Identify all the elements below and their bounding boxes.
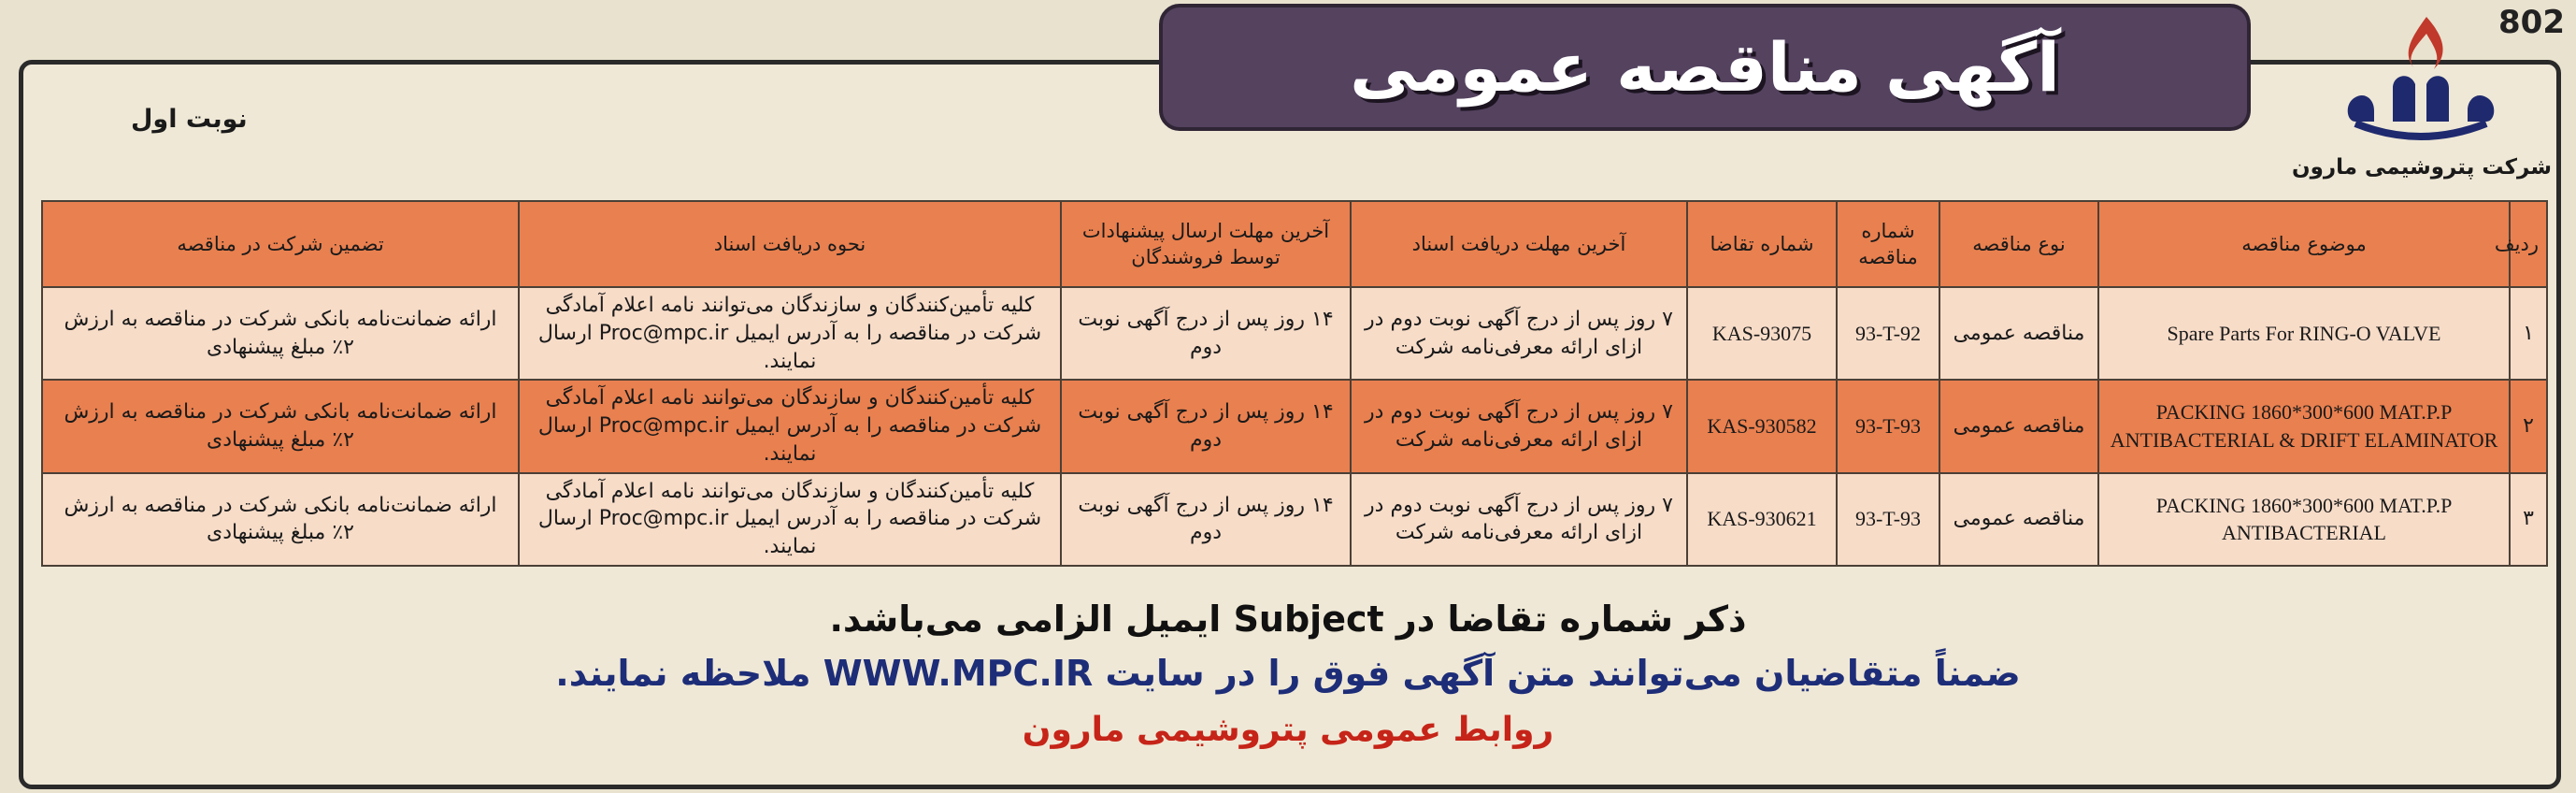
banner-title: آگهی مناقصه عمومی	[1350, 28, 2060, 107]
row-tender-no: 93-T-92	[1837, 287, 1939, 380]
tender-table	[41, 200, 2548, 567]
public-relations-signature: روابط عمومی پتروشیمی مارون	[1022, 711, 1554, 749]
col-header-guarantee: تضمین شرکت در مناقصه	[42, 201, 519, 287]
table-header-row	[42, 201, 2547, 287]
col-header-doc-deadline: آخرین مهلت دریافت اسناد	[1351, 201, 1687, 287]
subject-requirement-note: ذکر شماره تقاضا در Subject ایمیل الزامی می‌باشد.	[829, 598, 1747, 640]
col-header-index: ردیف	[2510, 201, 2547, 287]
col-header-type: نوع مناقصه	[1939, 201, 2098, 287]
row-subject: PACKING 1860*300*600 MAT.P.P ANTIBACTERIAL & DRIFT ELAMINATOR	[2098, 380, 2510, 472]
row-index: ۱	[2510, 287, 2547, 380]
row-guarantee: ارائه ضمانت‌نامه بانکی شرکت در مناقصه به ارزش ۲٪ مبلغ پیشنهادی	[42, 287, 519, 380]
col-header-request-no: شماره تقاضا	[1687, 201, 1837, 287]
col-header-tender-no: شماره مناقصه	[1837, 201, 1939, 287]
row-tender-no: 93-T-93	[1837, 380, 1939, 472]
row-index: ۲	[2510, 380, 2547, 472]
table-row	[42, 473, 2547, 566]
row-doc-method: کلیه تأمین‌کنندگان و سازندگان می‌توانند نامه اعلام آمادگی شرکت در مناقصه را به آدرس ایمیل Proc@mpc.ir ارسال نمایند.	[519, 287, 1061, 380]
round-label: نوبت اول	[131, 105, 248, 134]
row-doc-deadline: ۷ روز پس از درج آگهی نوبت دوم در ازای ارائه معرفی‌نامه شرکت	[1351, 287, 1687, 380]
row-request-no: KAS-930621	[1687, 473, 1837, 566]
title-banner	[1159, 4, 2251, 131]
row-doc-method: کلیه تأمین‌کنندگان و سازندگان می‌توانند نامه اعلام آمادگی شرکت در مناقصه را به آدرس ایمیل Proc@mpc.ir ارسال نمایند.	[519, 380, 1061, 472]
row-type: مناقصه عمومی	[1939, 287, 2098, 380]
company-name: شرکت پتروشیمی مارون	[2291, 155, 2552, 180]
row-request-no: KAS-930582	[1687, 380, 1837, 472]
row-request-no: KAS-93075	[1687, 287, 1837, 380]
row-bid-deadline: ۱۴ روز پس از درج آگهی نوبت دوم	[1061, 380, 1351, 472]
row-guarantee: ارائه ضمانت‌نامه بانکی شرکت در مناقصه به ارزش ۲٪ مبلغ پیشنهادی	[42, 473, 519, 566]
row-doc-deadline: ۷ روز پس از درج آگهی نوبت دوم در ازای ارائه معرفی‌نامه شرکت	[1351, 380, 1687, 472]
row-bid-deadline: ۱۴ روز پس از درج آگهی نوبت دوم	[1061, 287, 1351, 380]
row-guarantee: ارائه ضمانت‌نامه بانکی شرکت در مناقصه به ارزش ۲٪ مبلغ پیشنهادی	[42, 380, 519, 472]
company-logo-icon	[2337, 9, 2505, 150]
col-header-bid-deadline: آخرین مهلت ارسال پیشنهادات توسط فروشندگان	[1061, 201, 1351, 287]
row-index: ۳	[2510, 473, 2547, 566]
row-subject: PACKING 1860*300*600 MAT.P.P ANTIBACTERIAL	[2098, 473, 2510, 566]
row-doc-method: کلیه تأمین‌کنندگان و سازندگان می‌توانند نامه اعلام آمادگی شرکت در مناقصه را به آدرس ایمیل Proc@mpc.ir ارسال نمایند.	[519, 473, 1061, 566]
table-row	[42, 380, 2547, 472]
row-tender-no: 93-T-93	[1837, 473, 1939, 566]
col-header-subject: موضوع مناقصه	[2098, 201, 2510, 287]
page-number: 802	[2498, 4, 2565, 41]
row-type: مناقصه عمومی	[1939, 473, 2098, 566]
col-header-doc-method: نحوه دریافت اسناد	[519, 201, 1061, 287]
table-row	[42, 287, 2547, 380]
website-note: ضمناً متقاضیان می‌توانند متن آگهی فوق را در سایت WWW.MPC.IR ملاحظه نمایند.	[555, 653, 2021, 694]
row-subject: Spare Parts For RING-O VALVE	[2098, 287, 2510, 380]
row-bid-deadline: ۱۴ روز پس از درج آگهی نوبت دوم	[1061, 473, 1351, 566]
row-type: مناقصه عمومی	[1939, 380, 2098, 472]
row-doc-deadline: ۷ روز پس از درج آگهی نوبت دوم در ازای ارائه معرفی‌نامه شرکت	[1351, 473, 1687, 566]
